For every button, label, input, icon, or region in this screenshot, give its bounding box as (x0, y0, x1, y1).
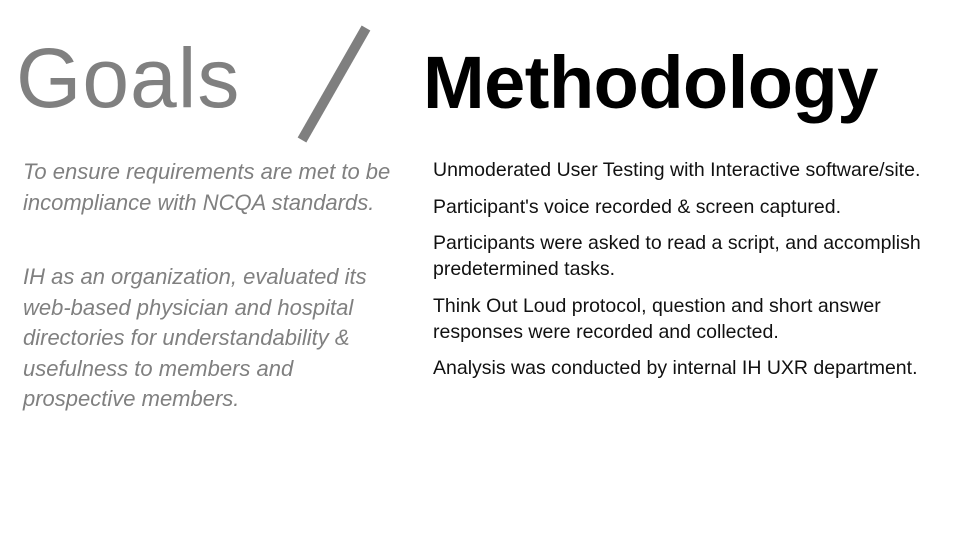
methodology-item-1: Unmoderated User Testing with Interactive software/site. (433, 159, 921, 181)
methodology-item-5: Analysis was conducted by internal IH UXR department. (433, 357, 918, 379)
methodology-item-4: Think Out Loud protocol, question and short answer responses were recorded and collected. (433, 294, 881, 343)
goal-paragraph-2: IH as an organization, evaluated its web-based physician and hospital directories for understandability & usefulness to members and prospective members. (23, 264, 367, 411)
goal-paragraph-1: To ensure requirements are met to be incompliance with NCQA standards. (23, 159, 391, 215)
methodology-title: Methodology (423, 41, 878, 124)
goals-title: Goals (16, 31, 241, 125)
goals-column (23, 157, 403, 415)
methodology-column (433, 157, 953, 392)
slash-divider (286, 22, 382, 146)
methodology-item-3: Participants were asked to read a script, and accomplish predetermined tasks. (433, 232, 921, 280)
methodology-item-2: Participant's voice recorded & screen captured. (433, 195, 842, 218)
